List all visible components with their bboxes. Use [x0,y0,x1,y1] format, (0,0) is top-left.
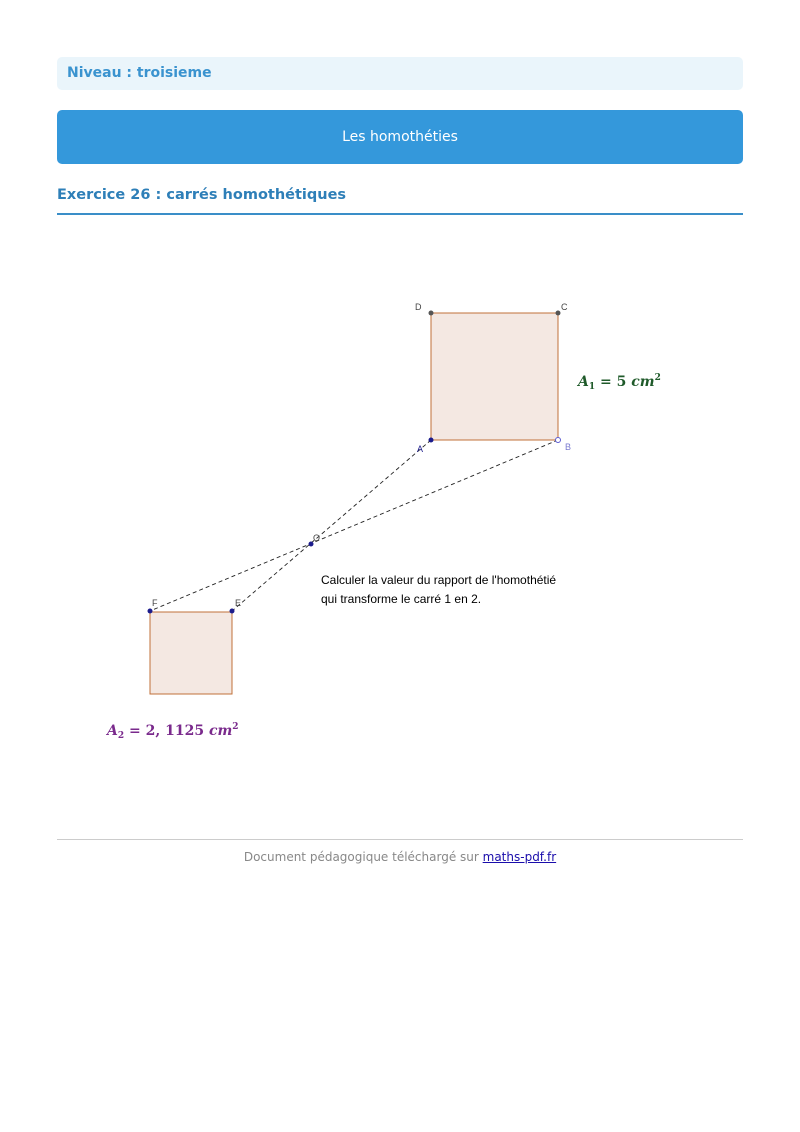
question-line-1: Calculer la valeur du rapport de l'homothétié [321,573,557,587]
point-b [556,438,561,443]
chapter-banner: Les homothéties [57,110,743,164]
footer [57,850,743,864]
label-f: F [152,598,158,608]
level-badge: Niveau : troisieme [57,57,743,90]
label-c: C [561,302,568,312]
label-e: E [235,598,242,608]
area-1-label: $A_1 = 5$ $cm^2$ [578,373,661,392]
footer-text: Document pédagogique téléchargé sur [243,850,483,864]
square-1 [431,313,558,440]
area-2-label: $A_2 = 2$, 1125 $cm^2$ [107,722,239,741]
point-d [429,311,434,316]
square-2 [150,612,232,694]
question-line-2: qui transforme le carré 1 en 2. [321,592,482,606]
footer-divider [57,839,743,840]
point-c [556,311,561,316]
point-e [230,609,235,614]
point-a [429,438,434,443]
label-d: D [415,302,422,312]
label-b: B [565,442,572,452]
label-a: A [417,444,424,454]
point-f [148,609,153,614]
label-o: O [313,533,321,543]
exercise-title: Exercice 26 : carrés homothétiques [57,185,743,215]
footer-link[interactable]: maths-pdf.fr [482,850,557,864]
